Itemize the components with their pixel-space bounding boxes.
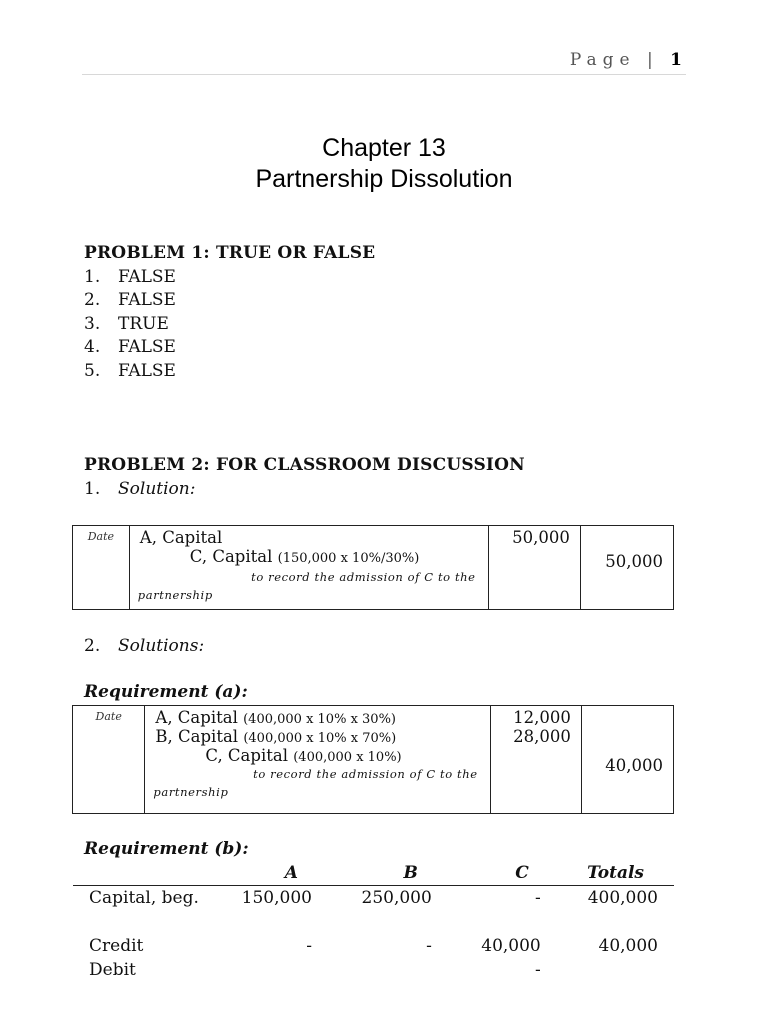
credit-amount: 40,000 [605, 756, 663, 775]
page-number: 1 [670, 50, 682, 70]
column-header-c: C [448, 861, 557, 886]
debit2-amount: 28,000 [513, 727, 571, 746]
problem2-item2: 2. Solutions: [84, 636, 205, 656]
spacer-row [73, 910, 674, 934]
row-label: Credit [89, 936, 144, 956]
debit1-line [145, 706, 489, 727]
problem1-heading: PROBLEM 1: TRUE OR FALSE [84, 243, 376, 263]
list-item: 2. FALSE [84, 290, 176, 310]
column-header-a: A [207, 861, 328, 886]
list-item: 4. FALSE [84, 337, 176, 357]
credit-account: C, Capital [205, 746, 288, 765]
table-row [73, 958, 674, 982]
journal-entry-1 [72, 525, 674, 610]
debit2-line [145, 727, 489, 746]
debit1-note: (400,000 x 10% x 30%) [243, 712, 396, 727]
problem1-section [84, 242, 375, 383]
problem1-list [84, 266, 375, 384]
debit2-note: (400,000 x 10% x 70%) [243, 731, 397, 746]
credit-amount: 50,000 [605, 552, 663, 571]
requirement-b-heading: Requirement (b): [84, 839, 249, 859]
column-header-totals: Totals [557, 861, 674, 886]
credit-amount-cell [581, 706, 673, 814]
debit1-amount: 12,000 [513, 708, 571, 727]
cell-a: 150,000 [241, 888, 312, 908]
header-rule [82, 74, 686, 75]
column-header-b: B [328, 861, 448, 886]
credit-note: (150,000 x 10%/30%) [277, 551, 420, 566]
explanation-line: to record the admission of C to the [251, 570, 476, 584]
cell-total [557, 958, 674, 982]
credit-note: (400,000 x 10%) [293, 750, 402, 765]
cell-b: - [426, 936, 432, 956]
cell-a: - [306, 936, 312, 956]
problem2-heading: PROBLEM 2: FOR CLASSROOM DISCUSSION [84, 455, 525, 475]
page-label: Page | [569, 50, 659, 70]
row-label: Debit [89, 960, 136, 980]
credit-account-line [130, 547, 488, 566]
credit-account: C, Capital [189, 547, 273, 566]
account-cell [129, 526, 488, 610]
table-row [73, 934, 674, 958]
credit-amount-cell [580, 526, 673, 610]
date-cell: Date [73, 526, 130, 610]
debit-amount: 50,000 [512, 528, 570, 547]
date-cell: Date [73, 706, 145, 814]
cell-a [207, 958, 328, 982]
cell-b: 250,000 [361, 888, 432, 908]
debit-account: A, Capital [139, 528, 223, 547]
debit1-account: A, Capital [155, 708, 238, 727]
requirement-a-heading: Requirement (a): [84, 682, 248, 702]
worksheet-header-row [73, 861, 674, 886]
cell-c: 40,000 [481, 936, 541, 956]
credit-line [145, 746, 489, 765]
cell-c: - [534, 960, 541, 980]
table-row [73, 886, 674, 911]
problem2-item1: 1. Solution: [84, 478, 196, 499]
list-item: 1. FALSE [84, 266, 176, 287]
cell-b [328, 958, 448, 982]
list-item: 5. FALSE [84, 360, 176, 381]
list-item: 3. TRUE [84, 313, 169, 334]
cell-total: 40,000 [598, 936, 658, 956]
row-label: Capital, beg. [89, 888, 199, 908]
explanation-line: to record the admission of C to the [253, 767, 478, 781]
problem2-section [84, 454, 525, 501]
chapter-title: Chapter 13 [322, 134, 446, 162]
cell-c: - [534, 888, 541, 908]
page-header [570, 50, 682, 70]
debit-amount-cell [488, 526, 580, 610]
account-cell [145, 706, 490, 814]
debit-amount-cell [490, 706, 581, 814]
debit2-account: B, Capital [155, 727, 239, 746]
capital-worksheet [73, 861, 674, 982]
journal-entry-2 [72, 705, 674, 814]
cell-total: 400,000 [587, 888, 658, 908]
explanation-line: partnership [153, 785, 229, 799]
chapter-subtitle: Partnership Dissolution [255, 165, 513, 193]
explanation-line: partnership [137, 588, 213, 602]
